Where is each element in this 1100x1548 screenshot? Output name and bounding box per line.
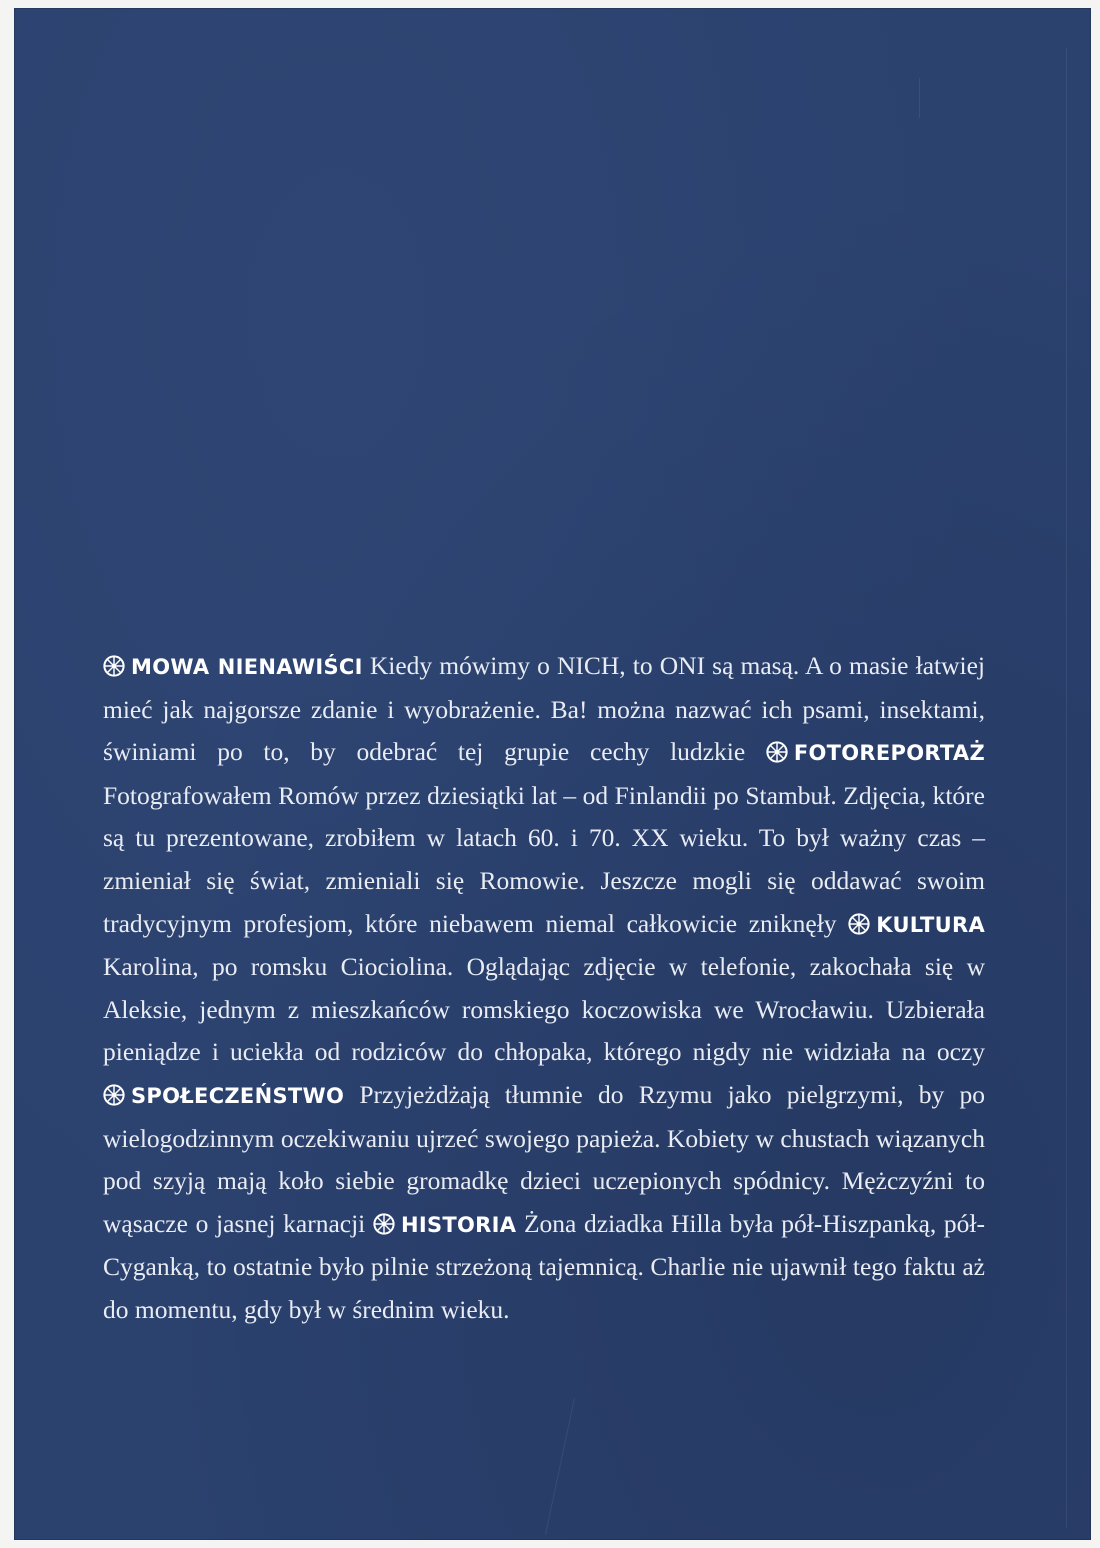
section-heading-spoleczenstwo bbox=[103, 1080, 344, 1109]
section-text: Karolina, po romsku Ciociolina. Oglądając zdjęcie w telefonie, zakochała się w Aleksie, jednym z mieszkańców romskiego koczowiska we Wrocławiu. Uzbierała pieniądze i uciekła od rodziców do chłopaka, którego nigdy nie widziała na oczy bbox=[103, 952, 985, 1067]
chakra-wheel-icon bbox=[103, 1084, 125, 1106]
paper-crease bbox=[545, 1398, 575, 1535]
section-heading-fotoreportaz bbox=[766, 737, 985, 766]
section-heading: SPOŁECZEŃSTWO bbox=[131, 1083, 345, 1108]
section-text: Żona dziadka Hilla była pół-Hiszpanką, pół-Cyganką, to ostatnie było pilnie strzeżoną tajemnicą. Charlie nie ujawnił tego faktu aż do momentu, gdy był w średnim wieku. bbox=[103, 1208, 986, 1324]
chakra-wheel-icon bbox=[373, 1213, 395, 1235]
section-text: Kiedy mówimy o NICH, to ONI są masą. A o masie łatwiej mieć jak najgorsze zdanie i wyobrażenie. Ba! można nazwać ich psami, insektami, świniami po to, by odebrać tej grupie cechy ludzkie bbox=[103, 651, 986, 767]
section-heading-historia bbox=[373, 1209, 516, 1238]
chakra-wheel-icon bbox=[848, 913, 870, 935]
back-cover bbox=[14, 8, 1091, 1540]
section-text: Przyjeżdżają tłumnie do Rzymu jako pielgrzymi, by po wielogodzinnym oczekiwaniu ujrzeć swojego papieża. Kobiety w chustach wiązanych pod szyją mają koło siebie gromadkę dzieci uczepionych spódnicy. Mężczyźni to wąsacze o jasnej karnacji bbox=[103, 1079, 985, 1238]
section-heading-mowa-nienawisci bbox=[103, 651, 363, 680]
section-heading: KULTURA bbox=[876, 912, 985, 937]
chakra-wheel-icon bbox=[103, 655, 125, 677]
chakra-wheel-icon bbox=[766, 741, 788, 763]
section-text: Fotografowałem Romów przez dziesiątki lat – od Finlandii po Stambuł. Zdjęcia, które są tu prezentowane, zrobiłem w latach 60. i 70. XX wieku. To był ważny czas – zmieniał się świat, zmieniali się Romowie. Jeszcze mogli się oddawać swoim tradycyjnym profesjom, które niebawem niemal całkowicie zniknęły bbox=[103, 780, 985, 938]
paper-crease bbox=[1066, 48, 1067, 1528]
back-cover-blurb bbox=[103, 645, 985, 1332]
paper-crease bbox=[919, 78, 920, 118]
section-heading: HISTORIA bbox=[400, 1212, 517, 1237]
section-heading: MOWA NIENAWIŚCI bbox=[131, 655, 363, 679]
section-heading-kultura bbox=[848, 909, 985, 938]
section-heading: FOTOREPORTAŻ bbox=[793, 741, 985, 766]
